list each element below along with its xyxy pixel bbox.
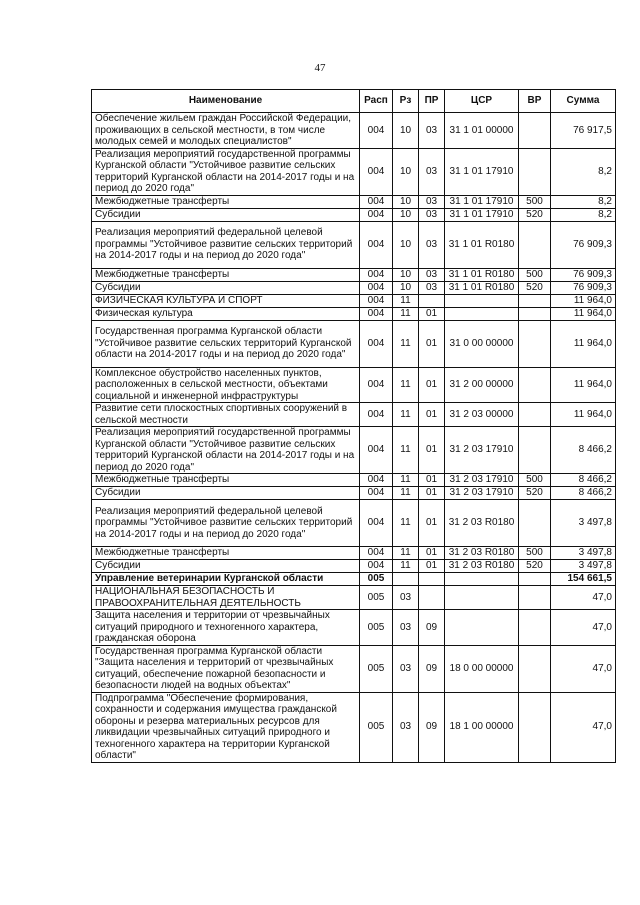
cell-csr: 31 2 03 R0180 bbox=[445, 560, 519, 573]
cell-rasp: 004 bbox=[360, 547, 393, 560]
cell-name: Реализация мероприятий государственной программы Курганской области "Устойчивое развитие сельских территорий Курганской области на 2014-2017 годы и на период до 2020 года" bbox=[92, 427, 360, 474]
cell-rz: 11 bbox=[393, 500, 419, 547]
cell-rasp: 004 bbox=[360, 403, 393, 427]
cell-rasp: 004 bbox=[360, 195, 393, 208]
cell-rasp: 004 bbox=[360, 268, 393, 281]
cell-vr bbox=[519, 427, 551, 474]
cell-csr: 31 1 01 00000 bbox=[445, 113, 519, 149]
cell-rasp: 005 bbox=[360, 573, 393, 586]
cell-rasp: 004 bbox=[360, 294, 393, 307]
cell-rasp: 004 bbox=[360, 367, 393, 403]
cell-csr: 31 1 01 17910 bbox=[445, 208, 519, 221]
cell-name: Подпрограмма "Обеспечение формирования, сохранности и содержания имущества гражданской обороны и резерва материальных ресурсов для ликвидации чрезвычайных ситуаций природного и техногенного характера на территории Курганской области" bbox=[92, 692, 360, 762]
cell-csr: 31 2 03 R0180 bbox=[445, 500, 519, 547]
cell-vr: 500 bbox=[519, 268, 551, 281]
cell-csr: 31 1 01 R0180 bbox=[445, 221, 519, 268]
cell-rz: 10 bbox=[393, 208, 419, 221]
cell-name: Межбюджетные трансферты bbox=[92, 474, 360, 487]
cell-vr bbox=[519, 307, 551, 320]
cell-vr bbox=[519, 586, 551, 610]
cell-rz: 10 bbox=[393, 281, 419, 294]
cell-name: Субсидии bbox=[92, 208, 360, 221]
cell-sum: 8 466,2 bbox=[551, 474, 616, 487]
cell-name: Обеспечение жильем граждан Российской Федерации, проживающих в сельской местности, в том числе молодых семей и молодых специалистов" bbox=[92, 113, 360, 149]
cell-rasp: 004 bbox=[360, 560, 393, 573]
cell-rz: 11 bbox=[393, 294, 419, 307]
cell-csr: 31 2 03 17910 bbox=[445, 474, 519, 487]
cell-sum: 76 909,3 bbox=[551, 281, 616, 294]
cell-csr: 31 0 00 00000 bbox=[445, 320, 519, 367]
cell-name: Комплексное обустройство населенных пунктов, расположенных в сельской местности, объектами социальной и инженерной инфраструктуры bbox=[92, 367, 360, 403]
cell-csr: 31 1 01 17910 bbox=[445, 148, 519, 195]
cell-pr: 01 bbox=[419, 547, 445, 560]
cell-rz: 03 bbox=[393, 692, 419, 762]
cell-rasp: 005 bbox=[360, 586, 393, 610]
table-row bbox=[92, 148, 616, 195]
cell-rz: 03 bbox=[393, 645, 419, 692]
cell-pr: 03 bbox=[419, 281, 445, 294]
table-row bbox=[92, 560, 616, 573]
cell-rasp: 005 bbox=[360, 610, 393, 646]
cell-rz: 10 bbox=[393, 221, 419, 268]
cell-name: Физическая культура bbox=[92, 307, 360, 320]
cell-sum: 76 909,3 bbox=[551, 268, 616, 281]
cell-pr: 03 bbox=[419, 268, 445, 281]
table-row bbox=[92, 208, 616, 221]
cell-rz: 11 bbox=[393, 474, 419, 487]
page-number: 47 bbox=[314, 62, 326, 74]
cell-csr: 31 1 01 R0180 bbox=[445, 268, 519, 281]
cell-name: Межбюджетные трансферты bbox=[92, 268, 360, 281]
column-header-name: Наименование bbox=[92, 90, 360, 113]
cell-name: ФИЗИЧЕСКАЯ КУЛЬТУРА И СПОРТ bbox=[92, 294, 360, 307]
cell-rasp: 004 bbox=[360, 474, 393, 487]
cell-vr bbox=[519, 403, 551, 427]
cell-name: Межбюджетные трансферты bbox=[92, 547, 360, 560]
cell-sum: 11 964,0 bbox=[551, 320, 616, 367]
cell-sum: 3 497,8 bbox=[551, 547, 616, 560]
cell-rz: 03 bbox=[393, 586, 419, 610]
cell-sum: 11 964,0 bbox=[551, 307, 616, 320]
cell-rz: 11 bbox=[393, 320, 419, 367]
cell-rasp: 004 bbox=[360, 320, 393, 367]
cell-rz: 10 bbox=[393, 268, 419, 281]
column-header-vr: ВР bbox=[519, 90, 551, 113]
table-row bbox=[92, 427, 616, 474]
cell-csr: 31 2 03 00000 bbox=[445, 403, 519, 427]
cell-rasp: 004 bbox=[360, 307, 393, 320]
cell-pr: 01 bbox=[419, 487, 445, 500]
cell-vr bbox=[519, 320, 551, 367]
table-row bbox=[92, 487, 616, 500]
cell-sum: 76 909,3 bbox=[551, 221, 616, 268]
cell-csr: 31 2 03 R0180 bbox=[445, 547, 519, 560]
cell-sum: 3 497,8 bbox=[551, 560, 616, 573]
cell-sum: 47,0 bbox=[551, 692, 616, 762]
cell-vr bbox=[519, 367, 551, 403]
column-header-rz: Рз bbox=[393, 90, 419, 113]
cell-vr: 520 bbox=[519, 208, 551, 221]
cell-pr: 03 bbox=[419, 195, 445, 208]
cell-csr: 31 1 01 R0180 bbox=[445, 281, 519, 294]
cell-name: Развитие сети плоскостных спортивных сооружений в сельской местности bbox=[92, 403, 360, 427]
cell-pr: 01 bbox=[419, 307, 445, 320]
cell-vr bbox=[519, 610, 551, 646]
table-row bbox=[92, 113, 616, 149]
cell-rasp: 004 bbox=[360, 113, 393, 149]
table-row bbox=[92, 586, 616, 610]
cell-pr: 01 bbox=[419, 403, 445, 427]
cell-name: Реализация мероприятий государственной программы Курганской области "Устойчивое развитие сельских территорий Курганской области на 2014-2017 годы и на период до 2020 года" bbox=[92, 148, 360, 195]
cell-csr bbox=[445, 307, 519, 320]
cell-vr bbox=[519, 573, 551, 586]
table-header-row bbox=[92, 90, 616, 113]
table-row bbox=[92, 692, 616, 762]
cell-sum: 11 964,0 bbox=[551, 294, 616, 307]
table-row bbox=[92, 195, 616, 208]
cell-rz: 11 bbox=[393, 307, 419, 320]
cell-pr bbox=[419, 586, 445, 610]
cell-sum: 8 466,2 bbox=[551, 487, 616, 500]
cell-pr: 03 bbox=[419, 221, 445, 268]
cell-vr bbox=[519, 148, 551, 195]
table-row bbox=[92, 610, 616, 646]
cell-pr: 01 bbox=[419, 367, 445, 403]
cell-vr: 500 bbox=[519, 474, 551, 487]
cell-csr bbox=[445, 573, 519, 586]
cell-pr: 09 bbox=[419, 692, 445, 762]
cell-csr bbox=[445, 294, 519, 307]
cell-rz: 10 bbox=[393, 195, 419, 208]
cell-sum: 11 964,0 bbox=[551, 403, 616, 427]
cell-vr: 520 bbox=[519, 560, 551, 573]
cell-vr: 500 bbox=[519, 547, 551, 560]
column-header-csr: ЦСР bbox=[445, 90, 519, 113]
cell-rz: 11 bbox=[393, 487, 419, 500]
cell-sum: 8,2 bbox=[551, 148, 616, 195]
cell-rasp: 005 bbox=[360, 692, 393, 762]
table-row bbox=[92, 547, 616, 560]
cell-name: Защита населения и территории от чрезвычайных ситуаций природного и техногенного характера, гражданская оборона bbox=[92, 610, 360, 646]
cell-csr: 31 2 03 17910 bbox=[445, 427, 519, 474]
cell-name: Реализация мероприятий федеральной целевой программы "Устойчивое развитие сельских территорий на 2014-2017 годы и на период до 2020 года" bbox=[92, 221, 360, 268]
cell-sum: 47,0 bbox=[551, 645, 616, 692]
cell-vr: 520 bbox=[519, 487, 551, 500]
cell-csr: 18 0 00 00000 bbox=[445, 645, 519, 692]
cell-name: Реализация мероприятий федеральной целевой программы "Устойчивое развитие сельских территорий на 2014-2017 годы и на период до 2020 года" bbox=[92, 500, 360, 547]
column-header-pr: ПР bbox=[419, 90, 445, 113]
cell-rz: 11 bbox=[393, 547, 419, 560]
cell-pr: 01 bbox=[419, 560, 445, 573]
cell-sum: 8,2 bbox=[551, 208, 616, 221]
cell-name: Управление ветеринарии Курганской области bbox=[92, 573, 360, 586]
cell-csr bbox=[445, 610, 519, 646]
cell-rz bbox=[393, 573, 419, 586]
table-row bbox=[92, 573, 616, 586]
table-row bbox=[92, 320, 616, 367]
cell-pr: 01 bbox=[419, 474, 445, 487]
cell-pr bbox=[419, 573, 445, 586]
cell-vr bbox=[519, 294, 551, 307]
cell-rz: 11 bbox=[393, 427, 419, 474]
cell-name: Межбюджетные трансферты bbox=[92, 195, 360, 208]
cell-pr: 03 bbox=[419, 113, 445, 149]
cell-rz: 11 bbox=[393, 367, 419, 403]
cell-sum: 154 661,5 bbox=[551, 573, 616, 586]
cell-sum: 8,2 bbox=[551, 195, 616, 208]
column-header-sum: Сумма bbox=[551, 90, 616, 113]
cell-pr: 01 bbox=[419, 427, 445, 474]
table-row bbox=[92, 367, 616, 403]
cell-rz: 11 bbox=[393, 560, 419, 573]
table-row bbox=[92, 268, 616, 281]
cell-csr: 31 1 01 17910 bbox=[445, 195, 519, 208]
cell-pr bbox=[419, 294, 445, 307]
table-row bbox=[92, 403, 616, 427]
cell-vr: 500 bbox=[519, 195, 551, 208]
cell-rasp: 004 bbox=[360, 281, 393, 294]
cell-csr bbox=[445, 586, 519, 610]
column-header-rasp: Расп bbox=[360, 90, 393, 113]
cell-sum: 8 466,2 bbox=[551, 427, 616, 474]
cell-pr: 03 bbox=[419, 208, 445, 221]
table-row bbox=[92, 474, 616, 487]
cell-vr bbox=[519, 500, 551, 547]
cell-rasp: 004 bbox=[360, 487, 393, 500]
cell-csr: 18 1 00 00000 bbox=[445, 692, 519, 762]
cell-vr bbox=[519, 645, 551, 692]
cell-csr: 31 2 00 00000 bbox=[445, 367, 519, 403]
table-row bbox=[92, 221, 616, 268]
table-row bbox=[92, 307, 616, 320]
cell-rasp: 004 bbox=[360, 208, 393, 221]
cell-sum: 11 964,0 bbox=[551, 367, 616, 403]
cell-pr: 09 bbox=[419, 610, 445, 646]
table-row bbox=[92, 645, 616, 692]
cell-rz: 10 bbox=[393, 113, 419, 149]
cell-name: Субсидии bbox=[92, 560, 360, 573]
cell-sum: 76 917,5 bbox=[551, 113, 616, 149]
cell-pr: 01 bbox=[419, 500, 445, 547]
cell-pr: 09 bbox=[419, 645, 445, 692]
cell-vr bbox=[519, 113, 551, 149]
cell-rasp: 004 bbox=[360, 221, 393, 268]
table-row bbox=[92, 294, 616, 307]
cell-pr: 01 bbox=[419, 320, 445, 367]
cell-vr bbox=[519, 221, 551, 268]
table-row bbox=[92, 500, 616, 547]
table-row bbox=[92, 281, 616, 294]
cell-vr: 520 bbox=[519, 281, 551, 294]
cell-rz: 03 bbox=[393, 610, 419, 646]
table-body bbox=[92, 113, 616, 763]
cell-rasp: 004 bbox=[360, 500, 393, 547]
cell-sum: 3 497,8 bbox=[551, 500, 616, 547]
budget-table bbox=[91, 89, 616, 763]
cell-csr: 31 2 03 17910 bbox=[445, 487, 519, 500]
cell-rasp: 004 bbox=[360, 148, 393, 195]
cell-pr: 03 bbox=[419, 148, 445, 195]
cell-name: Субсидии bbox=[92, 281, 360, 294]
cell-name: Государственная программа Курганской области "Устойчивое развитие сельских территорий Курганской области на 2014-2017 годы и на период до 2020 года" bbox=[92, 320, 360, 367]
cell-sum: 47,0 bbox=[551, 610, 616, 646]
cell-vr bbox=[519, 692, 551, 762]
cell-sum: 47,0 bbox=[551, 586, 616, 610]
cell-rasp: 004 bbox=[360, 427, 393, 474]
cell-rasp: 005 bbox=[360, 645, 393, 692]
cell-rz: 11 bbox=[393, 403, 419, 427]
cell-name: НАЦИОНАЛЬНАЯ БЕЗОПАСНОСТЬ И ПРАВООХРАНИТЕЛЬНАЯ ДЕЯТЕЛЬНОСТЬ bbox=[92, 586, 360, 610]
cell-name: Субсидии bbox=[92, 487, 360, 500]
cell-rz: 10 bbox=[393, 148, 419, 195]
cell-name: Государственная программа Курганской области "Защита населения и территорий от чрезвычайных ситуаций, обеспечение пожарной безопасности и безопасности людей на водных объектах" bbox=[92, 645, 360, 692]
